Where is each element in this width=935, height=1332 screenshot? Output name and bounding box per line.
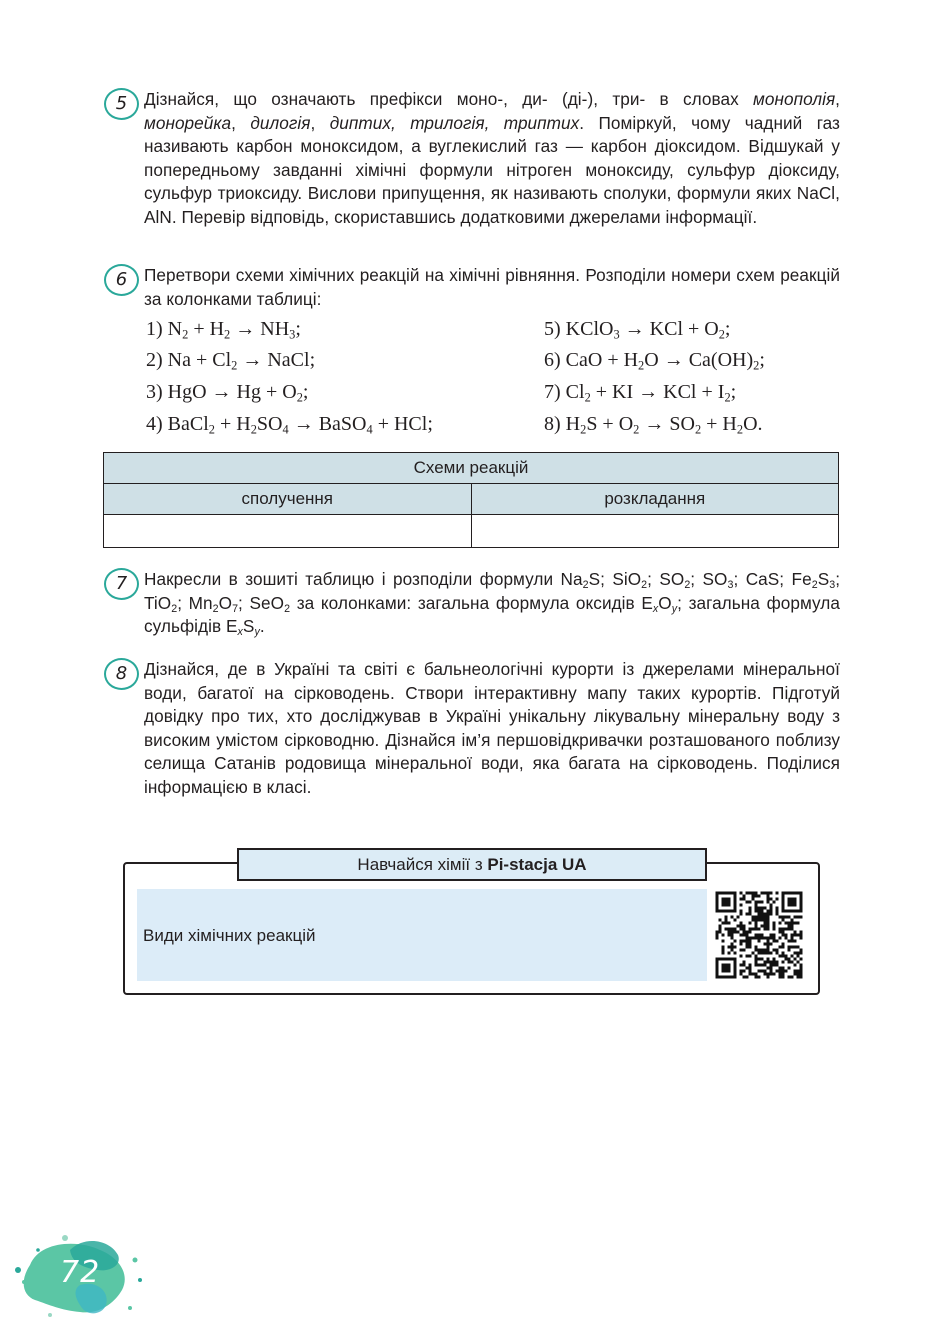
promo-title: [237, 848, 707, 881]
task-number-8: 8: [104, 658, 139, 690]
column-decomposition: розкладання: [471, 484, 839, 515]
task-6-intro: Перетвори схеми хімічних реакцій на хімічні рівняння. Розподіли номери схем реакцій за колонками таблиці:: [144, 265, 840, 309]
task-8: [104, 658, 840, 799]
task-7-text: Накресли в зошиті таблицю і розподіли формули $Na_2S$; SiO$_2$; $SO_2$; $SO_3$; CaS; $Fe_2S_3$; TiO$_2$; $Mn_2O_7$; SeO$_2$ за колонками: загальна формула оксидів $E_xO_y$; загальна формула сульфідів $E_xS_y$.: [144, 569, 841, 638]
equation-8: 8) $H_2S + O_2 \to SO_2 + H_2O$.: [544, 413, 763, 437]
task-number-7: 7: [104, 568, 139, 600]
qr-code-icon[interactable]: [713, 889, 805, 981]
equation-6: 6) CaO + $H_2O \to Ca(OH)_2$;: [544, 349, 765, 373]
task-5-text: Дізнайся, що означають префікси моно-, ди- (ді-), три- в словах монополія, монорейка, дилогія, диптих, трилогія, триптих. Поміркуй, чому чадний газ називають карбон моноксидом, а вуглекислий газ — карбон діоксидом. Відшукай у попередньому завданні хімічні формули нітроген моноксиду, сульфур діоксиду, сульфур триоксиду. Вислови припущення, як називають сполуки, формули яких NaCl, AlN. Перевір відповідь, скориставшись додатковими джерелами інформації.: [144, 89, 840, 227]
page-number: 72: [60, 1255, 101, 1290]
equation-7: 7) $Cl_2$ + KI → KCl + $I_2$;: [544, 381, 737, 405]
reaction-schemes-table: [103, 452, 839, 548]
task-8-text: Дізнайся, де в Україні та світі є бальнеологічні курорти із джерелами мінеральної води, багатої на сірководень. Створи інтерактивну мапу таких курортів. Підготуй довідку про тих, хто досліджував в Україні унікальну лікувальну мінеральну воду з високим умістом сірководню. Дізнайся ім’я першовідкривачки розташованого поблизу селища Сатанів родовища мінеральної води, яка багата на сірководень. Поділися інформацією в класі.: [144, 659, 840, 797]
equation-2: 2) $Na + Cl_2$ → NaCl;: [146, 349, 316, 373]
equation-3: 3) HgO → $Hg + O_2$;: [146, 381, 309, 405]
task-5: [104, 88, 840, 229]
equation-5: 5) KClO$_3$ → KCl + $O_2$;: [544, 318, 731, 342]
column-combination: сполучення: [104, 484, 472, 515]
promo-brand: Pi-stacja UA: [487, 855, 587, 874]
promo-title-prefix: Навчайся хімії з: [357, 855, 488, 874]
task-7: [104, 568, 840, 639]
equation-1: 1) $N_2 + H_2 \to NH_3$;: [146, 318, 301, 342]
equation-4: 4) BaCl$_2$ + $H_2SO_4$ → BaSO$_4$ + HCl;: [146, 413, 433, 437]
task-6: [104, 264, 840, 311]
task-number-6: 6: [104, 264, 139, 296]
cell-decomposition: [471, 515, 839, 548]
cell-combination: [104, 515, 472, 548]
task-number-5: 5: [104, 88, 139, 120]
table-header: Схеми реакцій: [104, 453, 839, 484]
promo-item[interactable]: Види хімічних реакцій: [143, 926, 316, 945]
